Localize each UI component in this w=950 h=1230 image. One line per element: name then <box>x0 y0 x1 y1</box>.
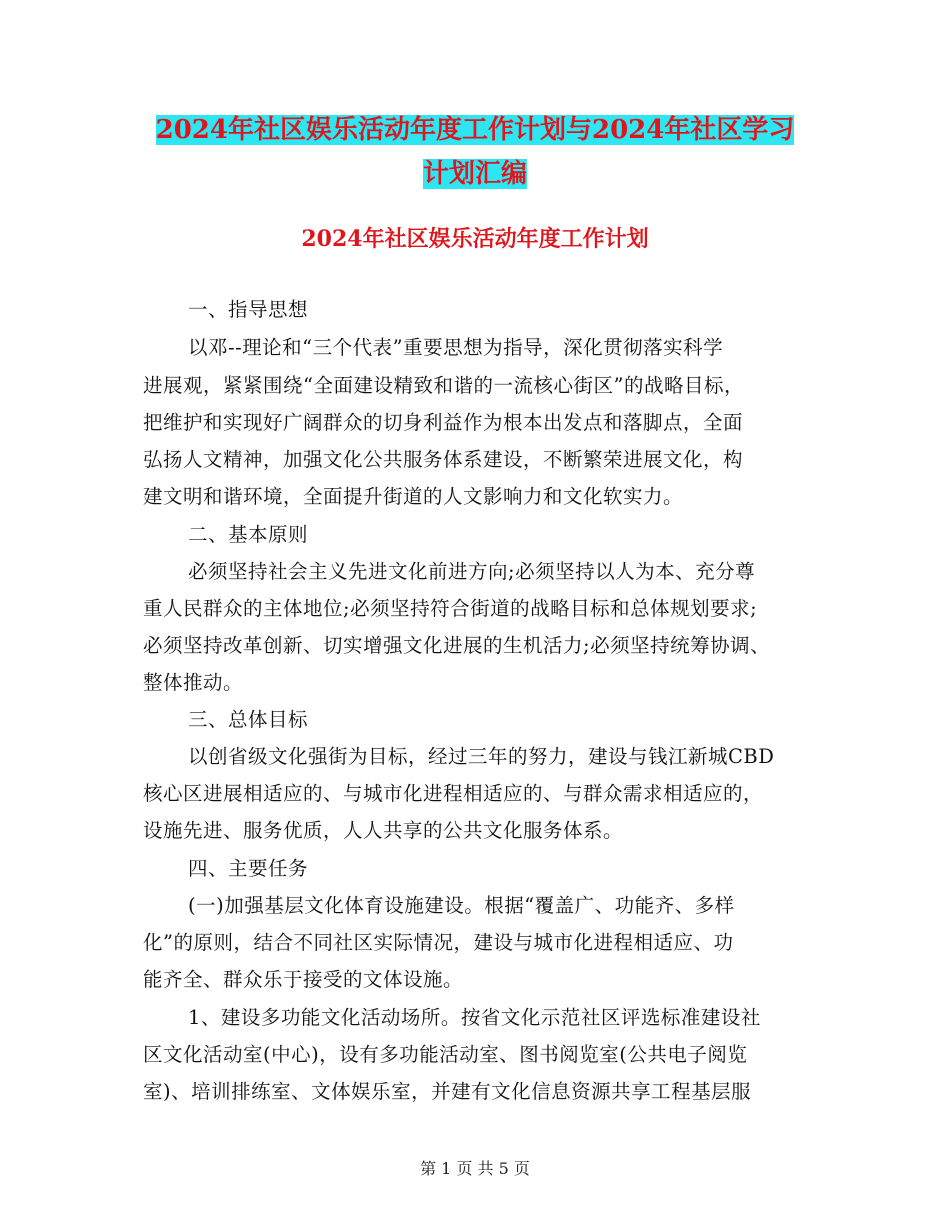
heading-overall-goal: 三、总体目标 <box>188 708 309 731</box>
paragraph-line: 区文化活动室(中心)，设有多功能活动室、图书阅览室(公共电子阅览 <box>143 1043 748 1066</box>
heading-main-tasks: 四、主要任务 <box>188 857 309 880</box>
document-title-line1 <box>0 115 950 145</box>
paragraph-line: 弘扬人文精神，加强文化公共服务体系建设，不断繁荣进展文化，构 <box>143 448 744 471</box>
paragraph-line: 建文明和谐环境，全面提升街道的人文影响力和文化软实力。 <box>143 485 684 508</box>
paragraph-line: 必须坚持社会主义先进文化前进方向;必须坚持以人为本、充分尊 <box>188 560 756 583</box>
section-title: 2024年社区娱乐活动年度工作计划 <box>301 226 649 252</box>
paragraph-line: 能齐全、群众乐于接受的文体设施。 <box>143 968 464 991</box>
paragraph-line: 把维护和实现好广阔群众的切身利益作为根本出发点和落脚点，全面 <box>143 411 744 434</box>
paragraph-line: 必须坚持改革创新、切实增强文化进展的生机活力;必须坚持统筹协调、 <box>143 634 771 657</box>
paragraph-line: 化”的原则，结合不同社区实际情况，建设与城市化进程相适应、功 <box>143 931 734 954</box>
paragraph-line: 设施先进、服务优质，人人共享的公共文化服务体系。 <box>143 819 624 842</box>
heading-guiding-ideology: 一、指导思想 <box>188 298 309 321</box>
paragraph-line: 重人民群众的主体地位;必须坚持符合街道的战略目标和总体规划要求; <box>143 597 758 620</box>
paragraph-line: 进展观，紧紧围绕“全面建设精致和谐的一流核心街区”的战略目标， <box>143 374 744 397</box>
paragraph-line: 整体推动。 <box>143 671 244 694</box>
page-footer: 第 1 页 共 5 页 <box>420 1159 530 1178</box>
title-highlight: 2024年社区娱乐活动年度工作计划与2024年社区学习 <box>155 115 795 145</box>
title-highlight: 计划汇编 <box>422 159 527 189</box>
paragraph-line: 以邓--理论和“三个代表”重要思想为指导，深化贯彻落实科学 <box>188 336 724 359</box>
paragraph-line: 以创省级文化强街为目标，经过三年的努力，建设与钱江新城CBD <box>188 745 775 768</box>
paragraph-line: 核心区进展相适应的、与城市化进程相适应的、与群众需求相适应的， <box>143 782 764 805</box>
paragraph-line: 1、建设多功能文化活动场所。按省文化示范社区评选标准建设社 <box>188 1006 761 1029</box>
paragraph-line: (一)加强基层文化体育设施建设。根据“覆盖广、功能齐、多样 <box>188 894 735 917</box>
document-title-line2 <box>0 159 950 189</box>
heading-basic-principles: 二、基本原则 <box>188 523 309 546</box>
paragraph-line: 室)、培训排练室、文体娱乐室，并建有文化信息资源共享工程基层服 <box>143 1080 752 1103</box>
